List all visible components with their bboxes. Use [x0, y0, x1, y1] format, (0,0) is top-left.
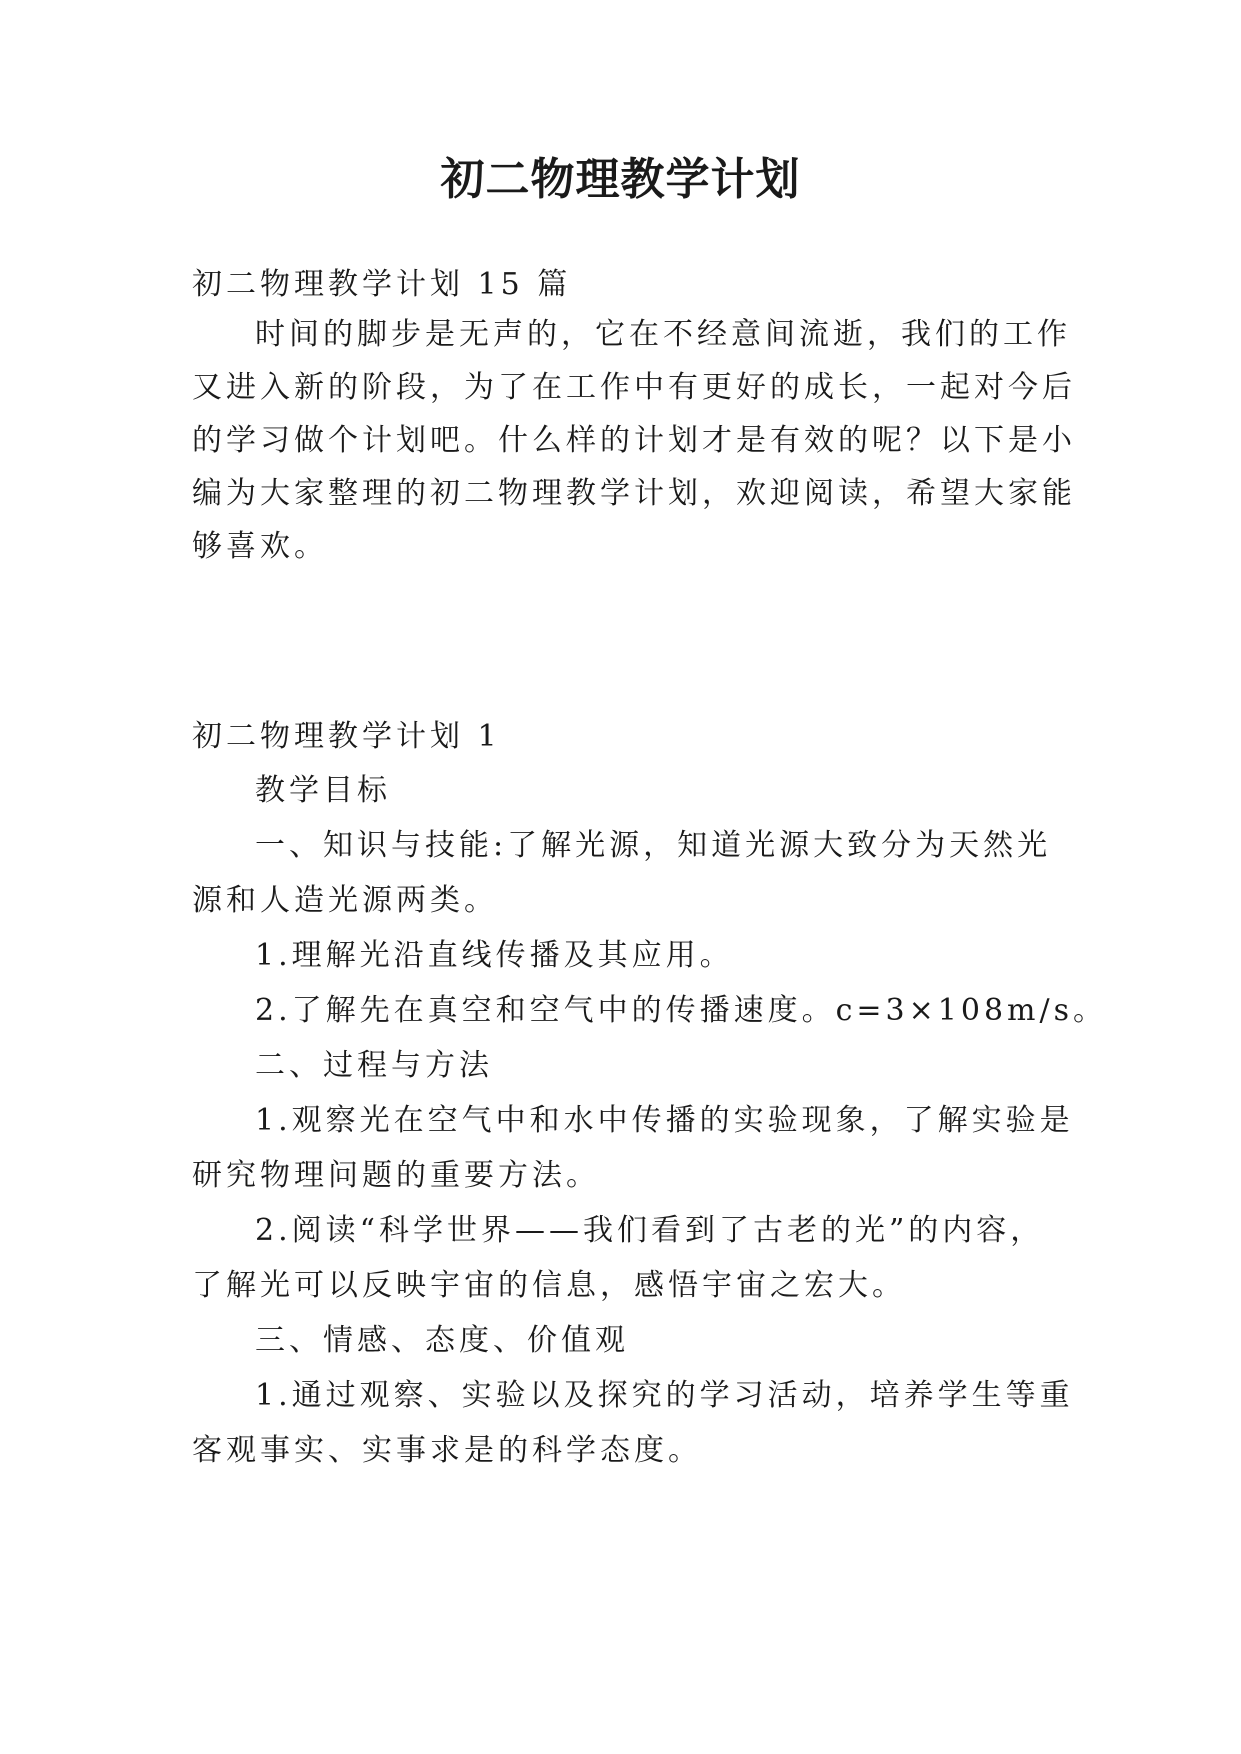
- body-line: 了解光可以反映宇宙的信息，感悟宇宙之宏大。: [192, 1268, 906, 1303]
- intro-line: 又进入新的阶段，为了在工作中有更好的成长，一起对今后: [192, 370, 1076, 405]
- intro-line: 够喜欢。: [192, 529, 328, 564]
- body-line: 一、知识与技能:了解光源，知道光源大致分为天然光: [255, 828, 1052, 863]
- body-line: 二、过程与方法: [255, 1048, 493, 1083]
- intro-line: 时间的脚步是无声的，它在不经意间流逝，我们的工作: [255, 317, 1071, 352]
- body-line: 1.通过观察、实验以及探究的学习活动，培养学生等重: [255, 1378, 1074, 1413]
- body-line: 研究物理问题的重要方法。: [192, 1158, 600, 1193]
- body-line: 2.了解先在真空和空气中的传播速度。c=3×108m/s。: [255, 993, 1107, 1028]
- body-line: 源和人造光源两类。: [192, 883, 498, 918]
- body-line: 客观事实、实事求是的科学态度。: [192, 1433, 702, 1468]
- document-subtitle: 初二物理教学计划 15 篇: [192, 267, 572, 302]
- body-line: 1.观察光在空气中和水中传播的实验现象，了解实验是: [255, 1103, 1074, 1138]
- body-line: 三、情感、态度、价值观: [255, 1323, 629, 1358]
- intro-line: 编为大家整理的初二物理教学计划，欢迎阅读，希望大家能: [192, 476, 1076, 511]
- document-title: 初二物理教学计划: [440, 154, 801, 205]
- intro-line: 的学习做个计划吧。什么样的计划才是有效的呢？以下是小: [192, 423, 1076, 458]
- body-line: 1.理解光沿直线传播及其应用。: [255, 938, 734, 973]
- section-heading: 初二物理教学计划 1: [192, 719, 501, 754]
- body-line: 教学目标: [255, 773, 391, 808]
- body-line: 2.阅读“科学世界——我们看到了古老的光”的内容，: [255, 1213, 1045, 1248]
